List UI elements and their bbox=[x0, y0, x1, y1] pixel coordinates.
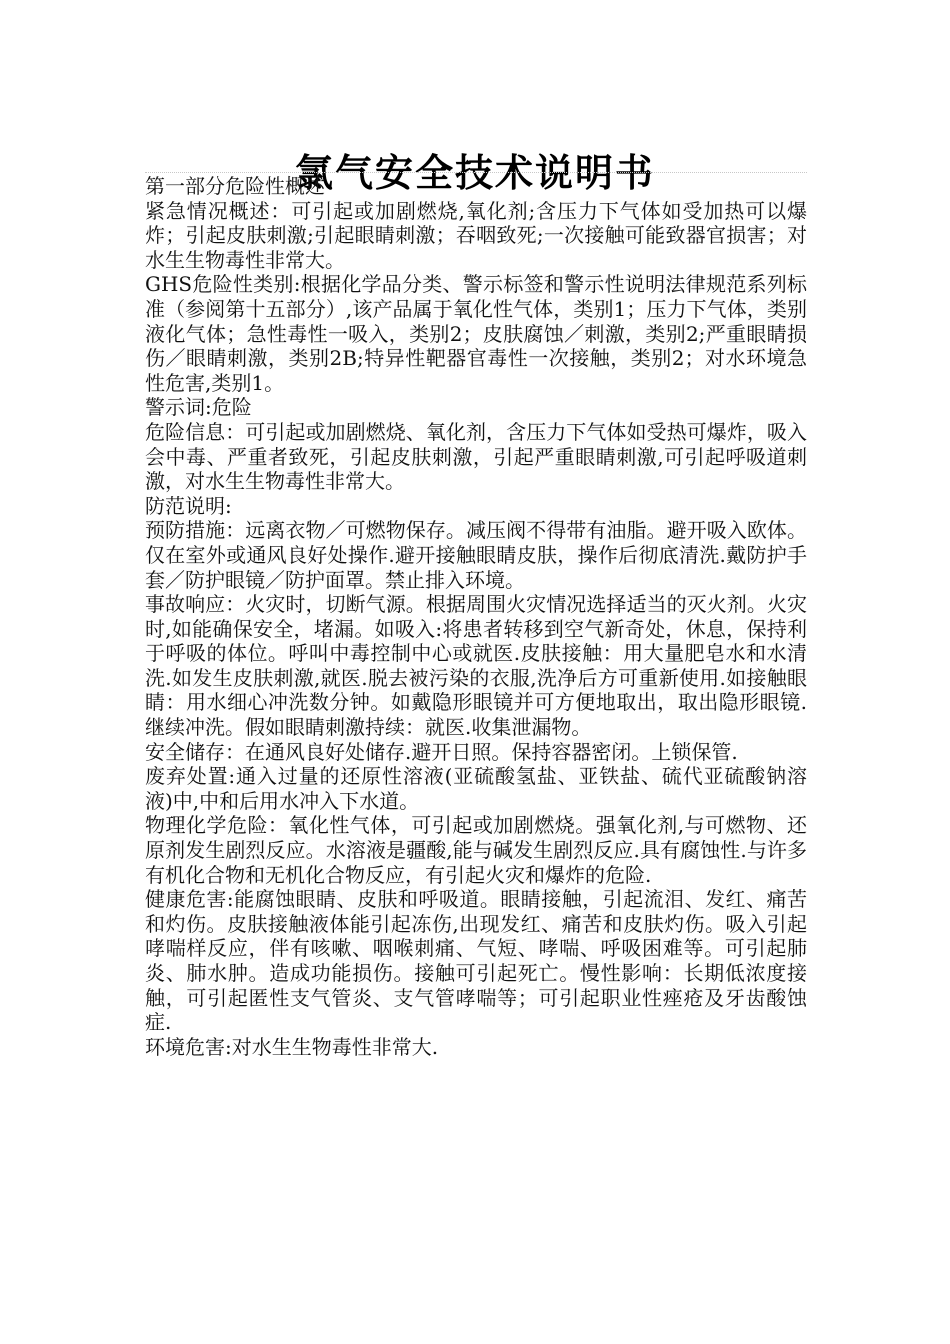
section-heading-hazard-overview: 第一部分危险性概述 bbox=[145, 174, 325, 198]
document-title: 氯气安全技术说明书 bbox=[294, 150, 655, 196]
paragraph-emergency-overview: 紧急情况概述：可引起或加剧燃烧,氧化剂;含压力下气体如受加热可以爆炸；引起皮肤刺激;引起眼睛刺激；吞咽致死;一次接触可能致器官损害；对水生生物毒性非常大。 bbox=[145, 198, 807, 272]
paragraph-signal-word: 警示词:危险 bbox=[145, 395, 252, 420]
paragraph-ghs-classification: GHS危险性类别:根据化学品分类、警示标签和警示性说明法律规范系列标准（参阅第十五部分）,该产品属于氧化性气体，类别1；压力下气体，类别液化气体；急性毒性一吸入，类别2；皮肤腐蚀／刺激，类别2;严重眼睛损伤／眼睛刺激，类别2B;特异性靶器官毒性一次接触，类别2；对水环境急性危害,类别1。 bbox=[145, 272, 807, 395]
paragraph-environmental-hazards: 环境危害:对水生生物毒性非常大. bbox=[145, 1034, 439, 1059]
paragraph-health-hazards: 健康危害:能腐蚀眼睛、皮肤和呼吸道。眼睛接触，引起流泪、发红、痛苦和灼伤。皮肤接触液体能引起冻伤,出现发红、痛苦和皮肤灼伤。吸入引起哮喘样反应，伴有咳嗽、咽喉刺痛、气短、哮喘、呼吸困难等。可引起肺炎、肺水肿。造成功能损伤。接触可引起死亡。慢性影响：长期低浓度接触，可引起匿性支气管炎、支气管哮喘等；可引起职业性痤疮及牙齿酸蚀症. bbox=[145, 887, 807, 1035]
document-body bbox=[145, 174, 867, 1059]
paragraph-physical-chemical-hazards: 物理化学危险：氧化性气体，可引起或加剧燃烧。强氧化剂,与可燃物、还原剂发生剧烈反应。水溶液是疆酸,能与碱发生剧烈反应.具有腐蚀性.与许多有机化合物和无机化合物反应，有引起火灾和爆炸的危险. bbox=[145, 813, 807, 887]
paragraph-prevention: 预防措施：远离衣物／可燃物保存。减压阀不得带有油脂。避开吸入欧体。仅在室外或通风良好处操作.避开接触眼睛皮肤，操作后彻底清洗.戴防护手套／防护眼镜／防护面罩。禁止排入环境。 bbox=[145, 518, 807, 592]
paragraph-precautionary-heading: 防范说明: bbox=[145, 493, 232, 518]
title-divider bbox=[145, 172, 807, 173]
paragraph-storage: 安全储存：在通风良好处储存.避开日照。保持容器密闭。上锁保管. bbox=[145, 739, 738, 764]
paragraph-disposal: 废弃处置:通入过量的还原性溶液(亚硫酸氢盐、亚铁盐、硫代亚硫酸钠溶液)中,中和后用水冲入下水道。 bbox=[145, 764, 807, 813]
paragraph-response: 事故响应：火灾时，切断气源。根据周围火灾情况选择适当的灭火剂。火灾时,如能确保安全，堵漏。如吸入:将患者转移到空气新奇处，休息，保持利于呼吸的体位。呼叫中毒控制中心或就医.皮肤接触：用大量肥皂水和水清洗.如发生皮肤刺激,就医.脱去被污染的衣服,洗净后方可重新使用.如接触眼睛：用水细心冲洗数分钟。如戴隐形眼镜并可方便地取出，取出隐形眼镜.继续冲洗。假如眼睛刺激持续：就医.收集泄漏物。 bbox=[145, 592, 807, 740]
paragraph-hazard-statements: 危险信息：可引起或加剧燃烧、氧化剂，含压力下气体如受热可爆炸，吸入 会中毒、严重者致死，引起皮肤刺激，引起严重眼睛刺激,可引起呼吸道刺激，对水生生物毒性非常大。 bbox=[145, 419, 867, 494]
